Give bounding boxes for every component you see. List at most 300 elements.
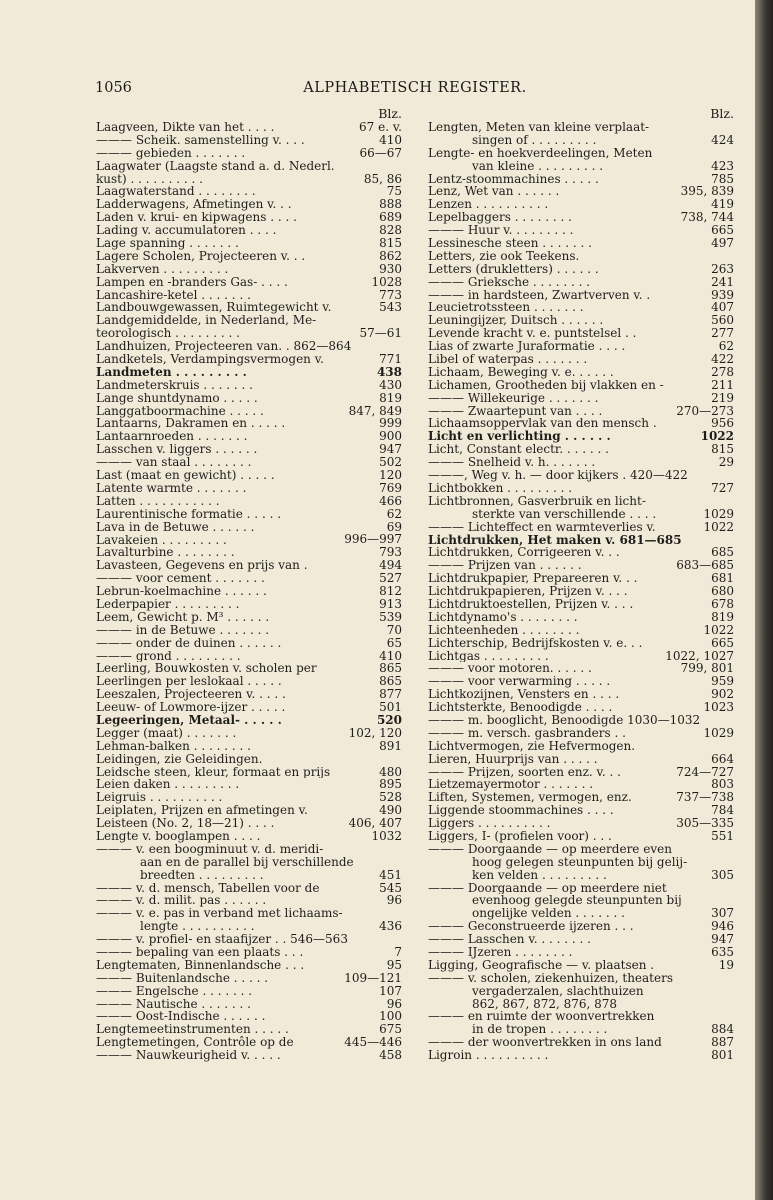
entry-page: 528 [379,790,402,805]
entry-page: 494 [379,558,402,573]
index-entry [96,224,402,237]
entry-page: 305 [711,867,734,882]
index-entry [96,753,402,766]
entry-term: ——— Nauwkeurigheid v. . . . . [96,1049,281,1063]
page-header [95,80,735,102]
index-entry [96,534,402,547]
entry-term: Langgatboormachine . . . . . [96,404,264,418]
index-entry [428,869,734,882]
index-entry [428,1010,734,1023]
index-entry [428,882,734,895]
entry-term: ——— v. e. pas in verband met lichaams- [96,907,343,921]
index-entry [428,701,734,714]
entry-page: 793 [379,545,402,560]
entry-page: 865 [379,661,402,676]
entry-page: 270—273 [676,403,734,418]
entry-term: kust) . . . . . . . . . . [96,172,203,186]
index-entry [96,998,402,1011]
entry-term: Latten . . . . . . . . . . . [96,494,220,508]
entry-term: in de tropen . . . . . . . . [472,1023,608,1037]
entry-page: 819 [379,390,402,405]
entry-page: 520 [376,712,402,727]
entry-term: ——— onder de duinen . . . . . . [96,636,282,650]
entry-term: Lessinesche steen . . . . . . . [428,237,592,250]
index-entry [428,675,734,688]
index-entry [428,456,734,469]
entry-term: Liggers . . . . . . . . . . [428,817,551,830]
index-entry [96,572,402,585]
index-entry [428,753,734,766]
index-entry [96,134,402,147]
entry-term: ——— Grieksche . . . . . . . . [428,275,591,289]
entry-term: singen of . . . . . . . . . [472,133,597,147]
entry-term: Lichtdrukken, Corrigeeren v. . . [428,546,620,560]
entry-term: ——— Geconstrueerde ijzeren . . . [428,920,634,934]
index-entry [428,856,734,869]
entry-term: ——— in de Betuwe . . . . . . . [96,623,270,637]
entry-page: 738, 744 [680,210,734,225]
entry-term: Lengtematen, Binnenlandsche . . . [96,958,305,972]
entry-page: 278 [711,364,734,379]
entry-term: Lentz-stoommachines . . . . . [428,172,599,186]
index-entry [428,688,734,701]
entry-page: 665 [711,223,734,238]
entry-term: aan en de parallel bij verschillende [140,855,354,869]
index-entry [428,160,734,173]
entry-term: evenhoog gelegde steunpunten bij [472,894,682,908]
entry-term: Lavalturbine . . . . . . . . [96,546,235,560]
index-entry [428,224,734,237]
column-heading: Blz. [710,106,734,121]
index-entry [428,276,734,289]
entry-term: Ligging, Geografische — v. plaatsen . [428,958,655,972]
entry-term: Legeeringen, Metaal- . . . . . [96,713,282,727]
index-entry [96,314,402,327]
entry-term: breedten . . . . . . . . . [140,868,264,882]
entry-page: 799, 801 [680,661,734,676]
entry-term: Lengtemetingen, Contrôle op de [96,1036,294,1050]
entry-page: 410 [379,648,402,663]
entry-page: 120 [379,468,402,483]
index-entry [96,198,402,211]
entry-term: Lichtdrukken, Het maken v. 681—685 [428,533,682,547]
entry-term: ——— v. profiel- en staafijzer . . 546—563 [96,933,348,947]
index-entry [96,611,402,624]
index-entry [428,211,734,224]
entry-page: 862 [379,248,402,263]
entry-page: 95 [386,957,402,972]
entry-term: ——— v. een boogminuut v. d. meridi- [96,842,324,856]
index-entry [96,237,402,250]
index-entry [428,301,734,314]
entry-term: Lichaamsoppervlak van den mensch . [428,417,657,431]
entry-page: 947 [711,932,734,947]
entry-page: 887 [711,1035,734,1050]
index-entry [96,1036,402,1049]
entry-term: Lichtbokken . . . . . . . . . [428,481,573,495]
index-entry [428,405,734,418]
index-entry [96,417,402,430]
entry-page: 539 [379,609,402,624]
entry-page: 501 [379,700,402,715]
entry-page: 812 [379,584,402,599]
index-entry [96,946,402,959]
entry-page: 815 [711,442,734,457]
entry-term: Licht en verlichting . . . . . . [428,430,611,444]
entry-term: Laden v. krui- en kipwagens . . . . [96,211,297,225]
index-entry [96,933,402,946]
index-entry [96,598,402,611]
index-entry [428,843,734,856]
index-entry [96,1049,402,1062]
entry-page: 888 [379,197,402,212]
entry-page: 211 [711,377,734,392]
entry-page: 1022 [700,429,734,444]
entry-term: Lederpapier . . . . . . . . . [96,597,240,611]
entry-page: 996—997 [344,532,402,547]
entry-page: 1029 [703,506,734,521]
entry-term: ——— v. d. mensch, Tabellen voor de [96,881,320,895]
entry-term: vergaderzalen, slachthuizen [472,984,644,998]
entry-page: 959 [711,674,734,689]
index-entry [96,340,402,353]
index-entry [428,1036,734,1049]
entry-term: Levende kracht v. e. puntstelsel . . [428,327,637,341]
entry-page: 1028 [371,274,402,289]
entry-page: 66—67 [359,145,402,160]
index-entry [96,379,402,392]
entry-term: Landmeten . . . . . . . . . [96,365,247,379]
entry-page: 438 [376,364,402,379]
entry-page: 424 [711,132,734,147]
index-entry [96,740,402,753]
index-entry [428,521,734,534]
entry-term: Lasschen v. liggers . . . . . . [96,443,258,457]
entry-term: ——— Snelheid v. h. . . . . . . [428,456,596,470]
index-entry [428,972,734,985]
entry-page: 947 [379,442,402,457]
column-heading: Blz. [378,106,402,121]
index-entry [96,675,402,688]
entry-term: Letters, zie ook Teekens. [428,249,580,263]
entry-term: Lias of zwarte Juraformatie . . . . [428,340,626,354]
entry-term: Leerlingen per leslokaal . . . . . [96,675,282,689]
entry-page: 785 [711,171,734,186]
entry-term: Lange shuntdynamo . . . . . [96,391,258,405]
entry-term: Landbouwgewassen, Ruimtegewicht v. [96,301,332,315]
entry-term: ken velden . . . . . . . . . [472,868,607,882]
entry-term: Leien daken . . . . . . . . . [96,778,240,792]
index-entry [96,469,402,482]
index-entry [428,366,734,379]
index-entry [96,778,402,791]
index-entry [96,508,402,521]
page-title: ALPHABETISCH REGISTER. [303,80,527,96]
index-entry [96,495,402,508]
entry-term: Landketels, Verdampingsvermogen v. [96,353,324,366]
entry-term: Lebrun-koelmachine . . . . . . [96,585,267,598]
entry-term: ———, Weg v. h. — door kijkers . 420—422 [428,469,688,482]
index-entry [96,366,402,379]
entry-page: 828 [379,223,402,238]
entry-term: ——— m. versch. gasbranders . . [428,726,626,740]
index-entry [428,727,734,740]
entry-term: ——— Oost-Indische . . . . . . [96,1010,266,1024]
entry-term: Last (maat en gewicht) . . . . . [96,469,275,482]
entry-term: ——— voor verwarming . . . . . [428,675,611,689]
index-entry [96,907,402,920]
index-entry [96,353,402,366]
index-entry [96,830,402,843]
index-entry [428,933,734,946]
index-entry [96,869,402,882]
entry-page: 771 [379,352,402,367]
entry-term: Lichtdrukpapier, Prepareeren v. . . [428,572,638,586]
right-column [428,106,734,1062]
index-entry [96,289,402,302]
entry-page: 675 [379,1022,402,1037]
index-entry [428,598,734,611]
index-entry [428,894,734,907]
entry-page: 956 [711,416,734,431]
index-entry [428,314,734,327]
entry-page: 727 [711,480,734,495]
entry-term: Leerling, Bouwkosten v. scholen per [96,662,317,676]
entry-page: 819 [711,609,734,624]
entry-term: ——— Lichteffect en warmteverlies v. [428,520,656,534]
entry-term: ongelijke velden . . . . . . . [472,907,625,921]
entry-page: 65 [386,635,402,650]
entry-term: Lantaarnroeden . . . . . . . [96,430,248,444]
entry-term: ——— Prijzen, soorten enz. v. . . [428,765,621,779]
entry-page: 946 [711,919,734,934]
entry-page: 685 [711,545,734,560]
index-entry [428,985,734,998]
index-entry [96,160,402,173]
entry-term: Leidingen, zie Geleidingen. [96,752,263,766]
entry-page: 545 [379,880,402,895]
entry-term: 862, 867, 872, 876, 878 [472,997,618,1011]
entry-page: 815 [379,236,402,250]
entry-page: 902 [711,687,734,702]
entry-page: 109—121 [344,970,402,985]
entry-term: Lavakeien . . . . . . . . . [96,533,227,547]
entry-page: 70 [386,622,402,637]
entry-term: Leeszalen, Projecteeren v. . . . . [96,688,286,702]
index-entry [96,701,402,714]
entry-term: ——— voor motoren. . . . . . [428,662,592,676]
index-entry [96,650,402,663]
entry-page: 62 [386,506,402,521]
entry-page: 678 [711,596,734,611]
index-entry [428,920,734,933]
entry-term: Lengte v. booglampen . . . . [96,829,261,843]
entry-page: 939 [711,287,734,302]
entry-term: Lenzen . . . . . . . . . . [428,198,549,212]
entry-page: 451 [379,867,402,882]
entry-page: 263 [711,261,734,276]
index-entry [96,405,402,418]
entry-term: ——— der woonvertrekken in ons land [428,1036,662,1050]
index-entry [428,482,734,495]
index-entry [428,830,734,843]
entry-page: 107 [379,983,402,998]
entry-page: 895 [379,777,402,792]
index-entry [428,817,734,830]
entry-term: Leiplaten, Prijzen en afmetingen v. [96,804,308,818]
index-entry [428,443,734,456]
entry-page: 85, 86 [363,171,402,186]
entry-term: ——— Scheik. samenstelling v. . . . [96,133,305,147]
entry-term: Lichtgas . . . . . . . . . [428,649,549,663]
index-entry [96,662,402,675]
entry-page: 29 [718,455,734,470]
index-entry [428,624,734,637]
entry-term: Lagere Scholen, Projecteeren v. . . [96,249,306,263]
entry-term: Lichamen, Grootheden bij vlakken en - [428,378,664,392]
entry-term: Lavasteen, Gegevens en prijs van . [96,559,308,573]
index-entry [428,417,734,430]
entry-term: ——— grond . . . . . . . . . [96,649,241,663]
index-entry [96,985,402,998]
entry-page: 913 [379,596,402,611]
entry-page: 502 [379,455,402,470]
index-entry [428,289,734,302]
index-entry [96,250,402,263]
entry-page: 1029 [703,725,734,740]
index-entry [96,585,402,598]
entry-page: 395, 839 [680,184,734,199]
entry-page: 458 [379,1048,402,1063]
entry-page: 19 [718,957,734,972]
entry-term: Leucietrotssteen . . . . . . . [428,301,584,315]
entry-page: 305—335 [676,816,734,831]
entry-page: 773 [379,287,402,302]
entry-page: 430 [379,377,402,392]
index-entry [428,611,734,624]
index-entry [96,482,402,495]
index-entry [96,211,402,224]
entry-term: Lantaarns, Dakramen en . . . . . [96,417,286,431]
entry-page: 847, 849 [348,403,402,418]
entry-page: 407 [711,300,734,315]
entry-term: ——— m. booglicht, Benoodigde 1030—1032 [428,713,701,727]
index-entry [428,121,734,134]
entry-term: Lichaam, Beweging v. e. . . . . . [428,365,614,379]
entry-term: Leigruis . . . . . . . . . . [96,791,223,805]
entry-term: lengte . . . . . . . . . . [140,920,255,934]
index-entry [96,766,402,779]
entry-term: Lichtdruktoestellen, Prijzen v. . . . [428,597,634,611]
entry-term: Legger (maat) . . . . . . . [96,726,237,740]
entry-term: teorologisch . . . . . . . . . [96,327,240,341]
entry-term: Liggende stoommachines . . . . [428,804,614,818]
index-entry [96,624,402,637]
entry-page: 784 [711,803,734,818]
index-entry [96,147,402,160]
entry-term: Lengte- en hoekverdeelingen, Meten [428,146,653,160]
entry-page: 801 [711,1048,734,1063]
entry-term: Lava in de Betuwe . . . . . . [96,520,255,534]
entry-page: 62 [718,339,734,354]
index-entry [428,559,734,572]
index-entry [96,276,402,289]
index-entry [96,688,402,701]
index-entry [96,843,402,856]
entry-term: Landgemiddelde, in Nederland, Me- [96,314,317,328]
entry-page: 560 [711,313,734,328]
index-entry [96,714,402,727]
entry-term: Laagwater (Laagste stand a. d. Nederl. [96,159,335,173]
page-number: 1056 [95,80,132,96]
index-entry [428,340,734,353]
entry-page: 307 [711,906,734,921]
entry-term: Lichtdynamo's . . . . . . . . [428,610,578,624]
entry-page: 75 [386,184,402,199]
index-entry [96,727,402,740]
index-entry [428,508,734,521]
entry-term: Lakverven . . . . . . . . . [96,262,229,276]
index-entry [428,740,734,753]
entry-page: 100 [379,1009,402,1024]
entry-term: Ligroin . . . . . . . . . . [428,1049,549,1063]
entry-term: van kleine . . . . . . . . . [472,159,604,173]
index-entry [428,1049,734,1062]
entry-page: 102, 120 [348,725,402,740]
index-entry [96,173,402,186]
entry-term: ——— Buitenlandsche . . . . . [96,971,269,985]
entry-term: ——— v. d. milit. pas . . . . . . [96,894,267,908]
entry-term: Lading v. accumulatoren . . . . [96,224,277,238]
index-entry [96,894,402,907]
index-entry [96,637,402,650]
entry-term: Lampen en -branders Gas- . . . . [96,275,288,289]
entry-term: Laurentinische formatie . . . . . [96,507,282,521]
entry-page: 865 [379,674,402,689]
entry-term: Liggers, I- (profielen voor) . . . [428,829,612,843]
index-entry [96,263,402,276]
entry-term: Letters (drukletters) . . . . . . [428,262,599,276]
entry-page: 527 [379,571,402,586]
entry-term: Lichteenheden . . . . . . . . [428,623,580,637]
entry-term: Licht, Constant electr. . . . . . . [428,443,609,457]
entry-term: Liften, Systemen, vermogen, enz. [428,791,632,805]
entry-term: Laagveen, Dikte van het . . . . [96,121,275,134]
entry-page: 436 [379,919,402,934]
entry-term: ——— v. scholen, ziekenhuizen, theaters [428,971,673,985]
index-entry [428,998,734,1011]
index-entry [428,534,734,547]
index-entry [96,392,402,405]
entry-term: Lepelbaggers . . . . . . . . [428,211,572,225]
index-entry [96,882,402,895]
entry-term: ——— Nautische . . . . . . . [96,997,251,1011]
index-entry [428,185,734,198]
entry-page: 445—446 [344,1035,402,1050]
entry-term: ——— Zwaartepunt van . . . . [428,404,603,418]
entry-page: 490 [379,803,402,818]
entry-term: Ladderwagens, Afmetingen v. . . [96,198,292,212]
entry-page: 1022 [703,519,734,534]
index-entry [96,791,402,804]
index-entry [428,946,734,959]
index-entry [96,817,402,830]
entry-page: 277 [711,326,734,341]
entry-page: 241 [711,274,734,289]
entry-term: ——— van staal . . . . . . . . [96,456,252,470]
entry-page: 543 [379,300,402,315]
entry-page: 96 [386,996,402,1011]
